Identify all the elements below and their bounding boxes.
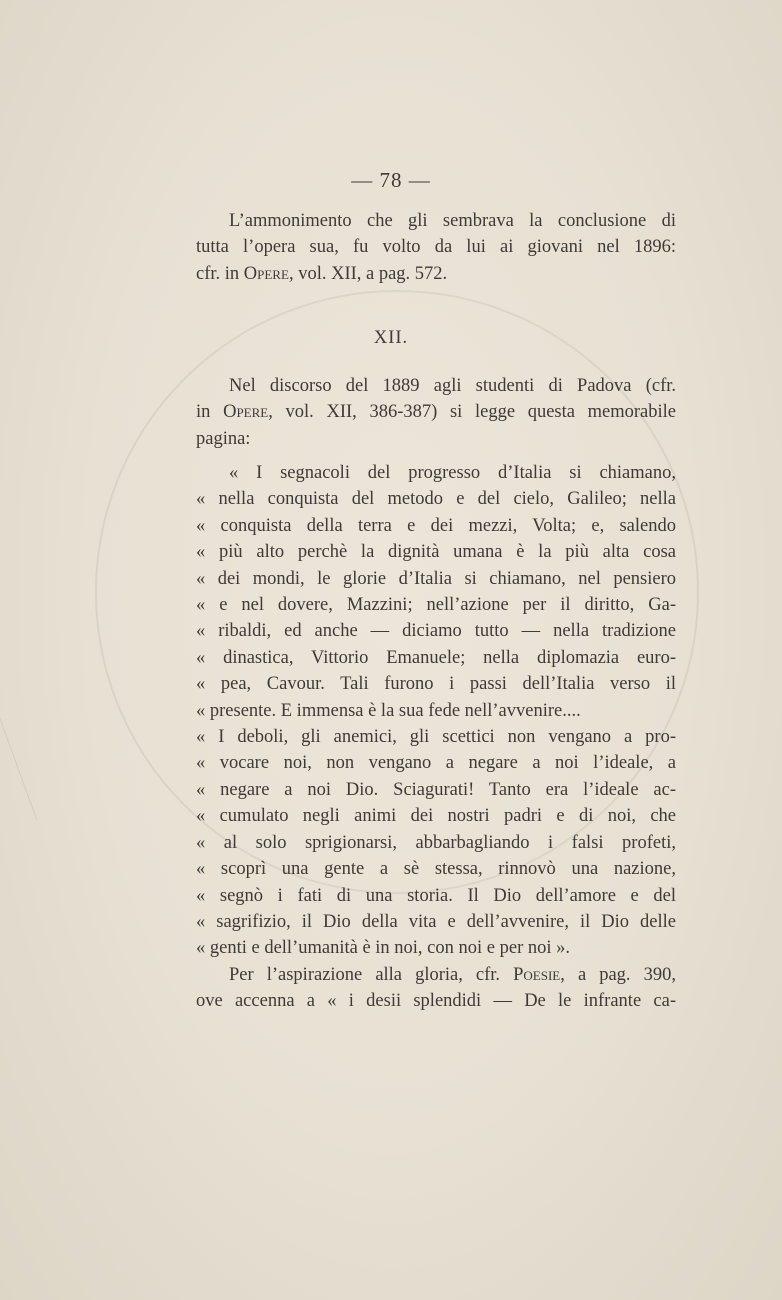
page-number: — 78 —: [351, 168, 431, 192]
quotation-block: [196, 460, 676, 962]
paragraph-ammonimento: [196, 208, 676, 287]
paragraph-discorso: [196, 373, 676, 452]
text-line: Per l’aspirazione alla gloria, cfr. Poesie, a pag. 390,: [229, 965, 676, 985]
quote-line: « più alto perchè la dignità umana è la più alta cosa: [196, 542, 676, 563]
quote-line: « vocare noi, non vengano a negare a noi l’ideale, a: [196, 753, 676, 774]
text-line: cfr. in Opere, vol. XII, a pag. 572.: [196, 263, 448, 284]
quote-line: « al solo sprigionarsi, abbarbagliando i falsi profeti,: [196, 832, 676, 853]
quote-line: « conquista della terra e dei mezzi, Volta; e, salendo: [196, 515, 676, 536]
quote-line: « I segnacoli del progresso d’Italia si chiamano,: [229, 463, 676, 483]
quote-line: « I deboli, gli anemici, gli scettici non vengano a pro-: [196, 727, 676, 748]
quote-line: « negare a noi Dio. Sciagurati! Tanto era l’ideale ac-: [196, 779, 676, 800]
quote-line: « dei mondi, le glorie d’Italia si chiamano, nel pensiero: [196, 568, 676, 589]
quote-line: « presente. E immensa è la sua fede nell’avvenire....: [196, 700, 581, 721]
text-line: L’ammonimento che gli sembrava la conclusione di: [229, 211, 676, 231]
quote-line: « e nel dovere, Mazzini; nell’azione per il diritto, Ga-: [196, 595, 676, 616]
quote-line: « segnò i fati di una storia. Il Dio dell’amore e del: [196, 885, 676, 906]
quote-line: « scoprì una gente a sè stessa, rinnovò una nazione,: [196, 859, 676, 880]
page-fold-shadow: [0, 620, 97, 820]
text-line: ove accenna a « i desii splendidi — De le infrante ca-: [196, 991, 676, 1012]
quote-line: « dinastica, Vittorio Emanuele; nella diplomazia euro-: [196, 647, 676, 668]
quote-line: « ribaldi, ed anche — diciamo tutto — nella tradizione: [196, 621, 676, 642]
quote-line: « pea, Cavour. Tali furono i passi dell’Italia verso il: [196, 674, 676, 695]
paragraph-aspirazione: [196, 962, 676, 1015]
quote-line: « genti e dell’umanità è in noi, con noi e per noi ».: [196, 938, 571, 959]
text-line: pagina:: [196, 428, 251, 449]
quote-line: « cumulato negli animi dei nostri padri e di noi, che: [196, 806, 676, 827]
text-line: Nel discorso del 1889 agli studenti di Padova (cfr.: [229, 376, 676, 396]
text-line: in Opere, vol. XII, 386-387) si legge questa memorabile: [196, 402, 676, 423]
quote-line: « sagrifizio, il Dio della vita e dell’avvenire, il Dio delle: [196, 911, 676, 932]
section-heading: XII.: [373, 328, 409, 348]
quote-line: « nella conquista del metodo e del cielo, Galileo; nella: [196, 489, 676, 510]
text-line: tutta l’opera sua, fu volto da lui ai giovani nel 1896:: [196, 237, 676, 258]
